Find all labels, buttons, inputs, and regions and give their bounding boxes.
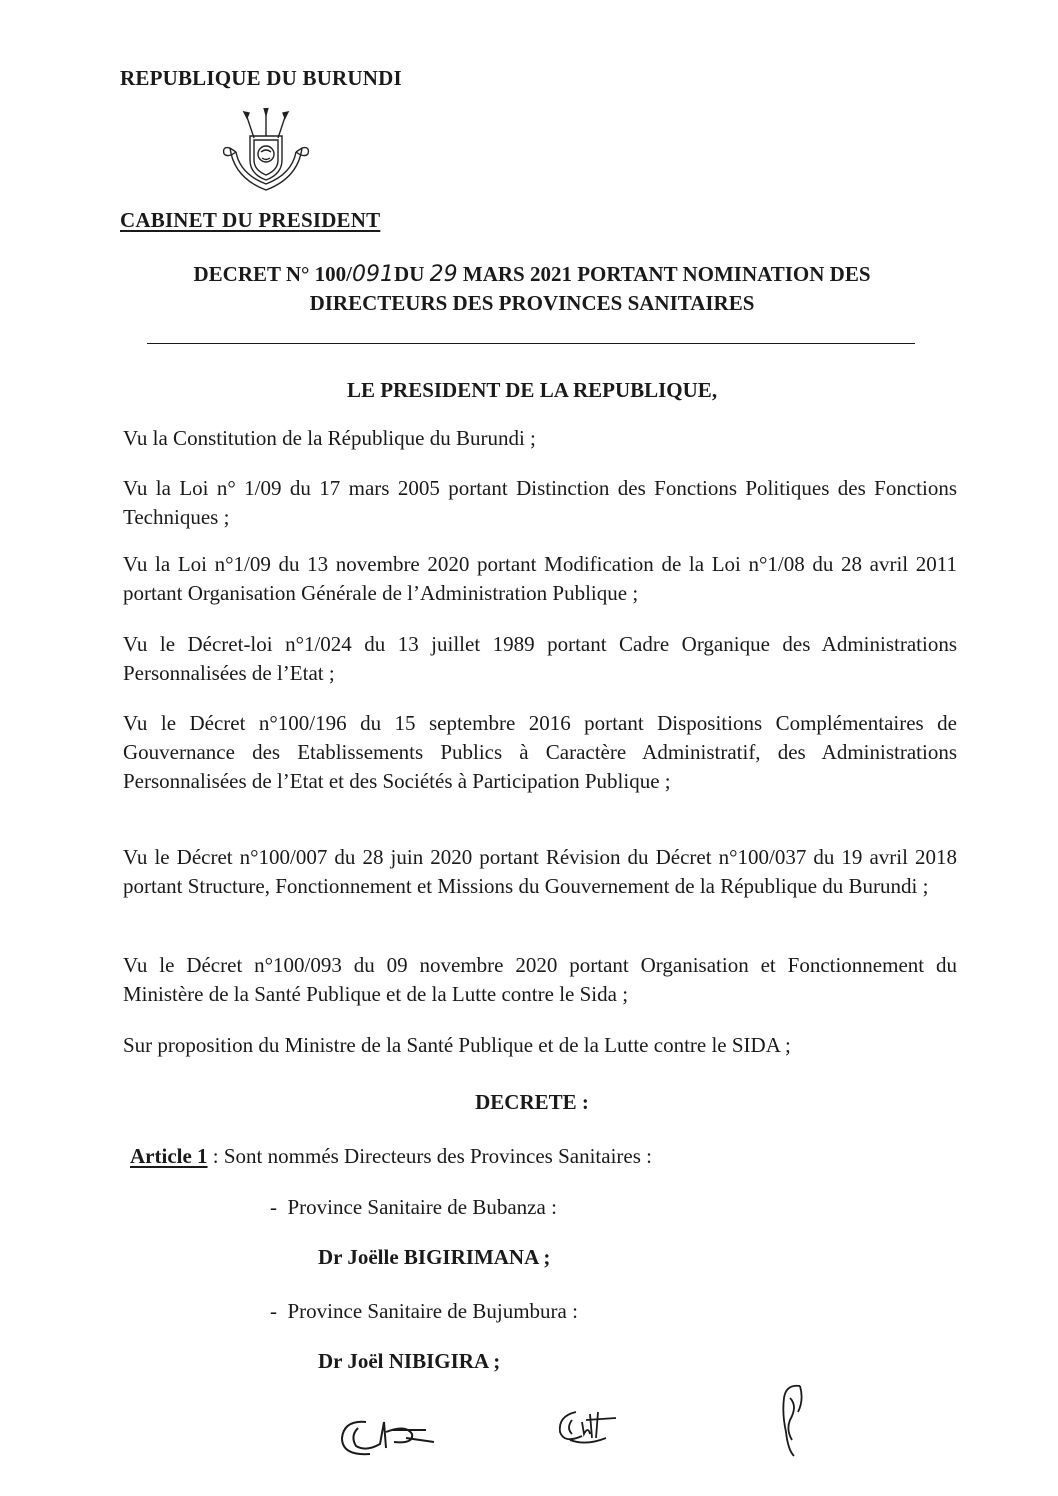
decrete-heading: DECRETE :	[475, 1090, 589, 1114]
director-name: Dr Joëlle BIGIRIMANA ;	[318, 1245, 551, 1269]
visa-paragraph: Vu le Décret n°100/093 du 09 novembre 2020 portant Organisation et Fonctionnement du Ministère de la Santé Publique et de la Lutte contre le Sida ;	[123, 953, 957, 1006]
coat-of-arms-emblem	[216, 108, 316, 200]
signature-initials-3	[768, 1380, 818, 1462]
visa-paragraph: Vu la Constitution de la République du Burundi ;	[123, 426, 536, 450]
province-name: Province Sanitaire de Bujumbura :	[287, 1299, 578, 1323]
signature-initials-2	[546, 1404, 630, 1450]
signature-initials-1	[336, 1408, 440, 1464]
decree-title-line-2: DIRECTEURS DES PROVINCES SANITAIRES	[309, 291, 755, 315]
list-dash: -	[270, 1299, 277, 1323]
title-prefix: DECRET N° 100/	[193, 262, 353, 286]
republic-header: REPUBLIQUE DU BURUNDI	[120, 66, 402, 90]
president-heading: LE PRESIDENT DE LA REPUBLIQUE,	[346, 378, 718, 402]
list-item	[270, 1195, 557, 1220]
proposal-paragraph: Sur proposition du Ministre de la Santé Publique et de la Lutte contre le SIDA ;	[123, 1033, 791, 1057]
cabinet-header: CABINET DU PRESIDENT	[120, 208, 381, 232]
decree-title	[110, 260, 954, 318]
handwritten-decree-number: 091	[352, 262, 395, 287]
visa-paragraph: Vu le Décret n°100/196 du 15 septembre 2016 portant Dispositions Complémentaires de Gouvernance des Etablissements Publics à Caractère Administratif, des Administrations Personnalisées de l’Etat et des Sociétés à Participation Publique ;	[123, 711, 957, 793]
visa-paragraph: Vu la Loi n° 1/09 du 17 mars 2005 portant Distinction des Fonctions Politiques des Fonctions Techniques ;	[123, 476, 957, 529]
article-1-text: : Sont nommés Directeurs des Provinces Sanitaires :	[207, 1144, 652, 1168]
handwritten-day: 29	[429, 262, 458, 287]
visa-paragraph: Vu la Loi n°1/09 du 13 novembre 2020 portant Modification de la Loi n°1/08 du 28 avril 2011 portant Organisation Générale de l’Administration Publique ;	[123, 552, 957, 605]
title-suffix: MARS 2021 PORTANT NOMINATION DES	[462, 262, 871, 286]
list-dash: -	[270, 1195, 277, 1219]
province-name: Province Sanitaire de Bubanza :	[287, 1195, 557, 1219]
list-item	[270, 1299, 578, 1324]
director-name: Dr Joël NIBIGIRA ;	[318, 1349, 501, 1373]
visa-paragraph: Vu le Décret-loi n°1/024 du 13 juillet 1989 portant Cadre Organique des Administrations Personnalisées de l’Etat ;	[123, 632, 957, 685]
visa-paragraph: Vu le Décret n°100/007 du 28 juin 2020 portant Révision du Décret n°100/037 du 19 avril 2018 portant Structure, Fonctionnement et Missions du Gouvernement de la République du Burundi ;	[123, 845, 957, 898]
article-1	[130, 1144, 652, 1169]
article-1-label: Article 1	[130, 1144, 208, 1168]
title-divider	[147, 343, 915, 344]
title-mid: DU	[394, 262, 425, 286]
decree-title-line-1	[110, 260, 954, 289]
